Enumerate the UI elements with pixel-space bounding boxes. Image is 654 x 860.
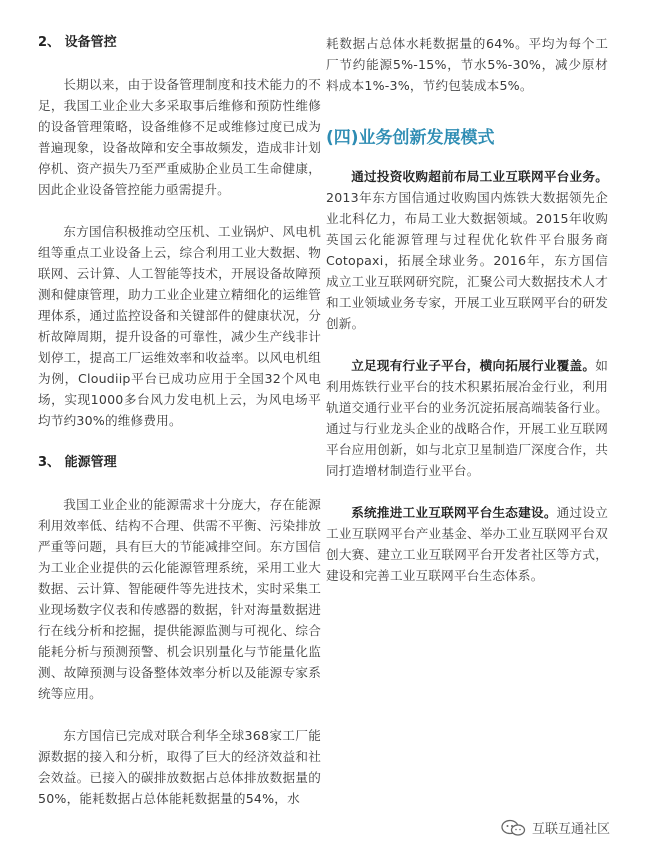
paragraph-text: 通过设立工业互联网平台产业基金、举办工业互联网平台双创大赛、建立工业互联网平台开发者社区等方式，建设和完善工业互联网平台生态体系。 [326, 505, 608, 583]
brand-name: 互联互通社区 [532, 822, 611, 837]
paragraph-text: 2013年东方国信通过收购国内炼铁大数据领先企业北科亿力，布局工业大数据领域。2015年收购英国云化能源管理与过程优化软件平台服务商Cotopaxi，拓展全球业务。2016年，东方国信成立工业互联网研究院，汇聚公司大数据技术人才和工业领域业务专家，开展工业互联网平台的研发创新。 [326, 190, 608, 331]
paragraph [326, 166, 608, 334]
paragraph: 东方国信已完成对联合利华全球368家工厂能源数据的接入和分析，取得了巨大的经济效益和社会效益。已接入的碳排放数据占总体排放数据量的50%，能耗数据占总体能耗数据量的54%，水 [38, 728, 321, 806]
watermark [500, 818, 610, 837]
wechat-icon [500, 819, 528, 837]
paragraph: 长期以来，由于设备管理制度和技术能力的不足，我国工业企业大多采取事后维修和预防性维修的设备管理策略，设备维修不足或维修过度已成为普遍现象，设备故障和安全事故频发，造成非计划停机、资产损失乃至严重威胁企业员工生命健康，因此企业设备管控能力亟需提升。 [38, 77, 321, 197]
bold-lead: 系统推进工业互联网平台生态建设。 [351, 505, 557, 520]
bold-lead: 通过投资收购超前布局工业互联网平台业务。 [351, 169, 608, 184]
paragraph: 耗数据占总体水耗数据量的64%。平均为每个工厂节约能源5%-15%，节水5%-30%，减少原材料成本1%-3%，节约包装成本5%。 [326, 36, 608, 93]
paragraph [326, 355, 608, 481]
paragraph [326, 502, 608, 586]
bold-lead: 立足现有行业子平台，横向拓展行业覆盖。 [351, 358, 596, 373]
section-3-title: 3、 能源管理 [38, 455, 117, 470]
right-column [326, 0, 608, 586]
paragraph: 东方国信积极推动空压机、工业锅炉、风电机组等重点工业设备上云，综合利用工业大数据、物联网、云计算、人工智能等技术，开展设备故障预测和健康管理，助力工业企业建立精细化的运维管理体系，通过监控设备和关键部件的健康状况，分析故障周期，提升设备的可靠性，减少生产线非计划停工，提高工厂运维效率和收益率。以风电机组为例，Cloudiip平台已成功应用于全国32个风电场，实现1000多台风力发电机上云，为风电场平均节约30%的维修费用。 [38, 224, 321, 428]
paragraph-text: 如利用炼铁行业平台的技术积累拓展冶金行业，利用轨道交通行业平台的业务沉淀拓展高端装备行业。通过与行业龙头企业的战略合作，开展工业互联网平台应用创新，如与北京卫星制造厂深度合作，共同打造增材制造行业平台。 [326, 358, 608, 478]
section-heading: (四)业务创新发展模式 [326, 128, 495, 148]
section-2-title: 2、 设备管控 [38, 35, 117, 50]
paragraph: 我国工业企业的能源需求十分庞大，存在能源利用效率低、结构不合理、供需不平衡、污染排放严重等问题，具有巨大的节能减排空间。东方国信为工业企业提供的云化能源管理系统，采用工业大数据、云计算、智能硬件等先进技术，实时采集工业现场数字仪表和传感器的数据，针对海量数据进行在线分析和挖掘，提供能源监测与可视化、综合能耗分析与预测预警、机会识别量化与节能量化监测、故障预测与设备整体效率分析以及能源专家系统等应用。 [38, 497, 321, 701]
left-column [38, 0, 321, 809]
